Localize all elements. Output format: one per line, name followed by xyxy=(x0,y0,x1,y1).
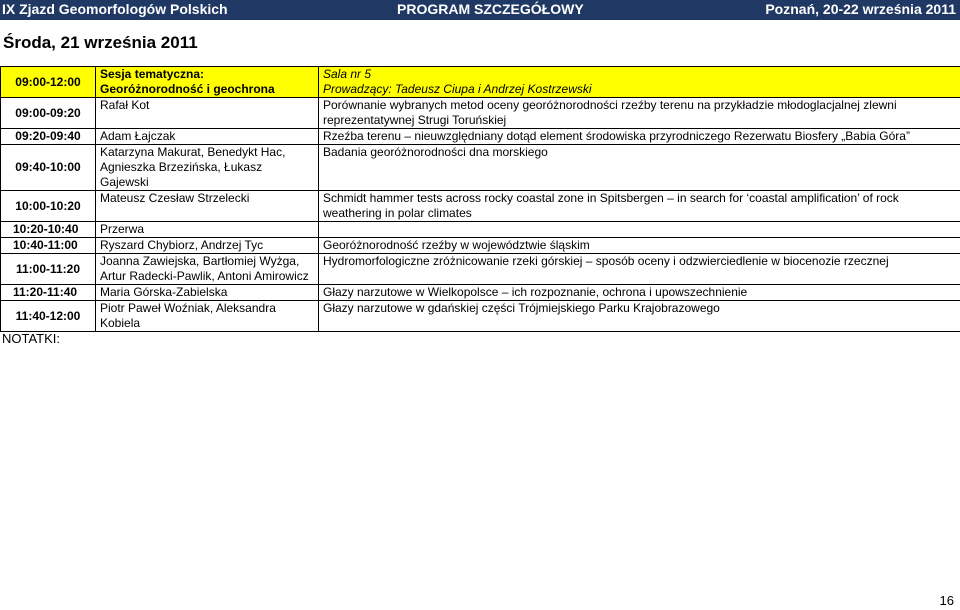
schedule-row xyxy=(1,129,960,145)
schedule-row xyxy=(1,145,960,191)
row-speaker: Adam Łajczak xyxy=(96,129,319,145)
notes-label: NOTATKI: xyxy=(2,331,61,346)
row-title: Porównanie wybranych metod oceny georóżnorodności rzeźby terenu na przykładzie młodoglacjalnej zlewni reprezentatywnej Strugi Toruńskiej xyxy=(319,98,960,129)
row-time: 11:20-11:40 xyxy=(1,285,96,301)
session-time: 09:00-12:00 xyxy=(1,67,96,98)
row-time: 09:40-10:00 xyxy=(1,145,96,191)
row-time: 10:40-11:00 xyxy=(1,238,96,254)
schedule-row xyxy=(1,285,960,301)
row-title: Rzeźba terenu – nieuwzględniany dotąd element środowiska przyrodniczego Rezerwatu Biosfery „Babia Góra” xyxy=(319,129,960,145)
row-speaker: Przerwa xyxy=(96,222,319,238)
day-title: Środa, 21 września 2011 xyxy=(3,33,198,52)
session-info-cell xyxy=(319,67,960,98)
row-title: Schmidt hammer tests across rocky coastal zone in Spitsbergen – in search for ‘coastal amplification’ of rock weathering in polar climates xyxy=(319,191,960,222)
row-speaker: Joanna Zawiejska, Bartłomiej Wyżga, Artur Radecki-Pawlik, Antoni Amirowicz xyxy=(96,254,319,285)
conference-date-place: Poznań, 20-22 września 2011 xyxy=(765,1,956,17)
row-time: 10:00-10:20 xyxy=(1,191,96,222)
row-title: Głazy narzutowe w gdańskiej części Trójmiejskiego Parku Krajobrazowego xyxy=(319,301,960,332)
session-room: Sala nr 5 xyxy=(323,67,372,81)
schedule-row xyxy=(1,301,960,332)
schedule-row xyxy=(1,98,960,129)
row-speaker: Katarzyna Makurat, Benedykt Hac, Agnieszka Brzezińska, Łukasz Gajewski xyxy=(96,145,319,191)
row-title: Głazy narzutowe w Wielkopolsce – ich rozpoznanie, ochrona i upowszechnienie xyxy=(319,285,960,301)
row-time: 09:20-09:40 xyxy=(1,129,96,145)
row-time: 10:20-10:40 xyxy=(1,222,96,238)
program-title: PROGRAM SZCZEGÓŁOWY xyxy=(397,1,584,17)
schedule-row xyxy=(1,238,960,254)
schedule-row xyxy=(1,191,960,222)
session-label: Sesja tematyczna: xyxy=(100,67,205,81)
conference-name: IX Zjazd Geomorfologów Polskich xyxy=(2,1,228,17)
session-header-row xyxy=(1,67,960,98)
row-title xyxy=(319,222,960,238)
session-label-cell xyxy=(96,67,319,98)
row-time: 11:40-12:00 xyxy=(1,301,96,332)
session-chairs: Prowadzący: Tadeusz Ciupa i Andrzej Kostrzewski xyxy=(323,82,592,96)
row-title: Badania georóżnorodności dna morskiego xyxy=(319,145,960,191)
schedule-row xyxy=(1,254,960,285)
session-name: Georóżnorodność i geochrona xyxy=(100,82,275,96)
row-speaker: Maria Górska-Zabielska xyxy=(96,285,319,301)
row-speaker: Piotr Paweł Woźniak, Aleksandra Kobiela xyxy=(96,301,319,332)
row-time: 09:00-09:20 xyxy=(1,98,96,129)
header-bar xyxy=(0,0,960,20)
row-title: Georóżnorodność rzeźby w województwie śląskim xyxy=(319,238,960,254)
row-speaker: Ryszard Chybiorz, Andrzej Tyc xyxy=(96,238,319,254)
row-title: Hydromorfologiczne zróżnicowanie rzeki górskiej – sposób oceny i odzwierciedlenie w biocenozie rzecznej xyxy=(319,254,960,285)
row-speaker: Rafał Kot xyxy=(96,98,319,129)
row-speaker: Mateusz Czesław Strzelecki xyxy=(96,191,319,222)
break-row xyxy=(1,222,960,238)
page-number: 16 xyxy=(939,593,954,608)
schedule-table xyxy=(0,66,960,332)
row-time: 11:00-11:20 xyxy=(1,254,96,285)
